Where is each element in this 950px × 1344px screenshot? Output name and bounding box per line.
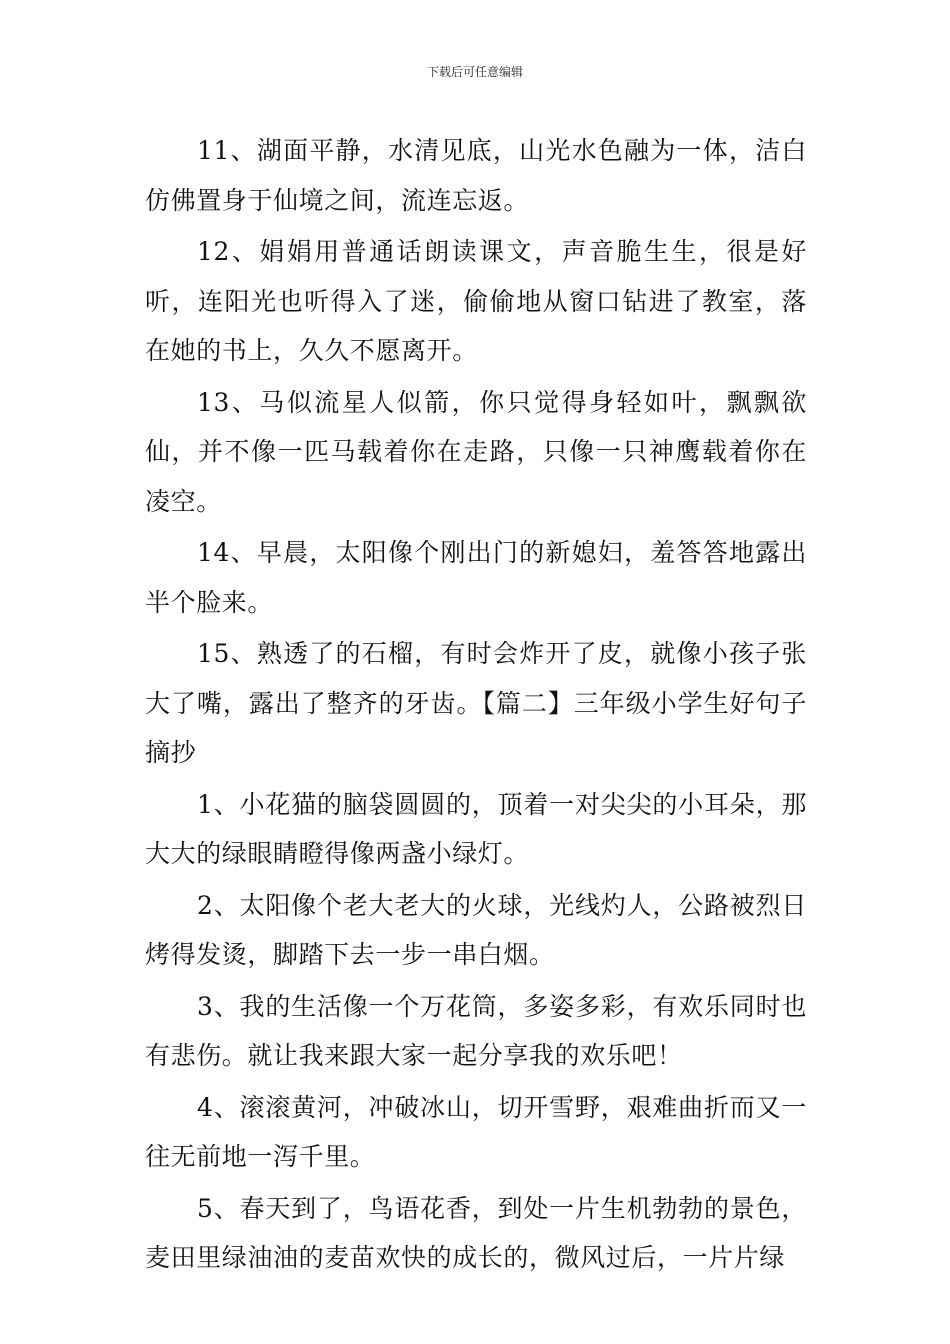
document-body — [145, 126, 807, 1285]
paragraph-12: 12、娟娟用普通话朗读课文，声音脆生生，很是好听，连阳光也听得入了迷，偷偷地从窗口钻进了教室，落在她的书上，久久不愿离开。 — [145, 237, 807, 365]
paragraph-13: 13、马似流星人似箭，你只觉得身轻如叶，飘飘欲仙，并不像一匹马载着你在走路，只像一只神鹰载着你在凌空。 — [145, 387, 807, 516]
paragraph-11: 11、湖面平静，水清见底，山光水色融为一体，洁白仿佛置身于仙境之间，流连忘返。 — [145, 136, 807, 215]
paragraph-part2-4: 4、滚滚黄河，冲破冰山，切开雪野，艰难曲折而又一往无前地一泻千里。 — [145, 1092, 807, 1171]
paragraph-14: 14、早晨，太阳像个刚出门的新媳妇，羞答答地露出半个脸来。 — [145, 538, 807, 617]
paragraph-part2-1: 1、小花猫的脑袋圆圆的，顶着一对尖尖的小耳朵，那大大的绿眼睛瞪得像两盏小绿灯。 — [145, 789, 807, 868]
paragraph-part2-5: 5、春天到了，鸟语花香，到处一片生机勃勃的景色，麦田里绿油油的麦苗欢快的成长的，微风过后，一片片绿 — [145, 1193, 807, 1272]
paragraph-part2-3: 3、我的生活像一个万花筒，多姿多彩，有欢乐同时也有悲伤。就让我来跟大家一起分享我的欢乐吧！ — [145, 991, 807, 1070]
paragraph-part2-2: 2、太阳像个老大老大的火球，光线灼人，公路被烈日烤得发烫，脚踏下去一步一串白烟。 — [145, 890, 807, 969]
paragraph-15: 15、熟透了的石榴，有时会炸开了皮，就像小孩子张大了嘴，露出了整齐的牙齿。【篇二】三年级小学生好句子摘抄 — [145, 639, 807, 767]
page-header: 下载后可任意编辑 — [426, 65, 523, 79]
